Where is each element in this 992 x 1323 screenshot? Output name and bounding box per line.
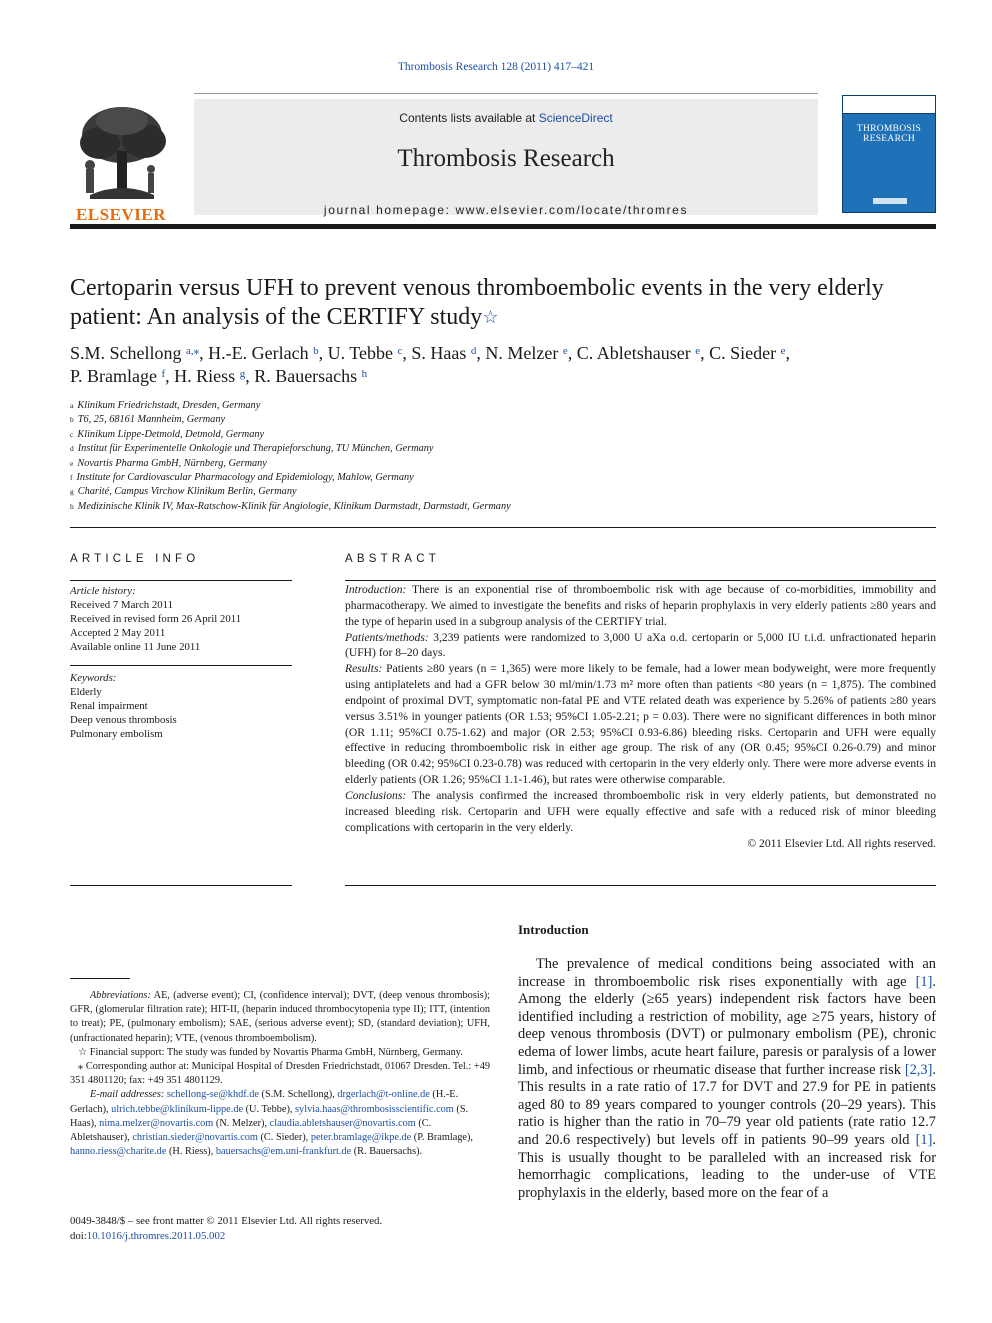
email-link[interactable]: schellong-se@khdf.de xyxy=(166,1089,259,1101)
email-link[interactable]: hanno.riess@charite.de xyxy=(70,1146,167,1158)
citation-link[interactable]: [1] xyxy=(915,1131,933,1148)
masthead xyxy=(70,93,936,224)
citation-link[interactable]: [1] xyxy=(915,973,933,990)
abstract-body xyxy=(345,582,936,851)
affiliations-divider xyxy=(70,527,936,528)
keywords xyxy=(70,671,292,741)
contents-prefix: Contents lists available at xyxy=(399,111,539,125)
keywords-label: Keywords: xyxy=(70,672,117,684)
abstract-results: Results: Patients ≥80 years (n = 1,365) were more likely to be female, had a lower mean bodyweight, were more frequently using antiplatelets and had a GFR below 30 ml/min/1.73 m² more often than patients <80 years (n = 1,875). The combined endpoint of proximal DVT, symptomatic non-fatal PE and VTE related death was experience by 5.26% of patients ≥80 years versus 3.51% in younger patients (OR 1.53; 95%CI 1.05-2.21; p = 0.03). There were no significant differences in both minor (OR 1.11; 95%CI 0.75-1.62) and major (OR 2.53; 95%CI 0.93-6.86) bleeding risks. Certoparin and UFH were equally effective in reducing thromboembolic risk in either age group. The risk of any (OR 0.45; 95%CI 0.26-0.79) and minor bleeding (OR 0.42; 95%CI 0.23-0.78) was reduced with certoparin in the very elderly only. There were more adverse events in elderly patients (OR 1.26; 95%CI 1.1-1.46), but rates were otherwise comparable. xyxy=(345,662,936,787)
corresponding-footnote: ⁎ Corresponding author at: Municipal Hospital of Dresden Friedrichstadt, 01067 Dresden. Tel.: +49 351 4801120; fax: +49 351 4801129. xyxy=(70,1061,490,1087)
introduction-paragraph: The prevalence of medical conditions being associated with an increase in thromboembolic risk rises exponentially with age [1]. Among the elderly (≥65 years) independent risk factors have been identified including a restriction of mobility, age ≥75 years, history of deep venous thrombosis (DVT) or pulmonary embolism (PE), chronic edema of lower limbs, acute heart failure, paresis or paralysis of a lower limb, and infectious or rheumatic disease that further increase risk [2,3]. This results in a rate ratio of 17.7 for DVT and 27.9 for PE in patients aged 80 to 89 years compared to younger controls (20–29 years). This ratio is higher than the ratio in 70–79 year old patients (rate ratio 12.7 and 20.6 respectively) but levels off in patients 90–99 years old [1]. This is usually thought to be paralleled with an increased risk for hemorrhagic complications, leading to the under-use of VTE prophylaxis in the elderly, based more on the fear of a xyxy=(518,956,936,1201)
affiliation-list xyxy=(70,399,936,514)
keyword: Pulmonary embolism xyxy=(70,728,163,740)
history-item: Received in revised form 26 April 2011 xyxy=(70,613,242,625)
citation-link[interactable]: [2,3] xyxy=(904,1061,933,1078)
journal-reference[interactable]: Thrombosis Research 128 (2011) 417–421 xyxy=(397,61,595,73)
author[interactable]: C. Abletshauser $^e$ xyxy=(576,343,701,363)
abbreviations-footnote: Abbreviations: AE, (adverse event); CI, (confidence interval); DVT, (deep venous thrombosis); GFR, (glomerular filtration rate); HIT-II, (heparin induced thrombocytopenia type II); ITT, (intention to treat); PE, (pulmonary embolism); SAE, (serious adverse event); SD, (standard deviation); UFH, (unfractionated heparin); VTE, (venous thromboembolism). xyxy=(70,990,490,1044)
elsevier-tree-logo[interactable] xyxy=(70,103,172,224)
elsevier-wordmark: ELSEVIER xyxy=(76,205,166,224)
author[interactable]: S.M. Schellong $^{a,⁎}$ xyxy=(70,343,200,363)
keywords-rule xyxy=(70,665,292,666)
funding-footnote: ☆ Financial support: The study was funded by Novartis Pharma GmbH, Nürnberg, Germany. xyxy=(78,1046,463,1058)
tree-icon xyxy=(70,103,172,203)
doi-link[interactable]: 10.1016/j.thromres.2011.05.002 xyxy=(86,1229,226,1242)
author-list: S.M. Schellong $^{a,⁎}$, H.-E. Gerlach $^b$, U. Tebbe $^c$, S. Haas $^d$, N. Melzer $^e$, C. Abletshauser $^e$, C. Sieder $^e$, P. Bramlage $^f$, H. Riess $^g$, R. Bauersachs $^h$ xyxy=(70,343,791,386)
history-item: Received 7 March 2011 xyxy=(70,599,174,611)
abstract-heading: ABSTRACT xyxy=(345,553,440,565)
issn-line: 0049-3848/$ – see front matter © 2011 Elsevier Ltd. All rights reserved. xyxy=(70,1215,383,1227)
history-item: Available online 11 June 2011 xyxy=(70,641,201,653)
author[interactable]: R. Bauersachs $^h$ xyxy=(254,366,368,386)
author[interactable]: N. Melzer $^e$ xyxy=(485,343,568,363)
email-link[interactable]: christian.sieder@novartis.com xyxy=(132,1132,258,1144)
abstract-rule xyxy=(345,580,936,581)
article-history xyxy=(70,584,292,654)
email-link[interactable]: drgerlach@t-online.de xyxy=(337,1089,430,1101)
email-link[interactable]: ulrich.tebbe@klinikum-lippe.de xyxy=(111,1103,244,1115)
affiliation: $^a$ Klinikum Friedrichstadt, Dresden, Germany xyxy=(70,400,261,411)
email-link[interactable]: nima.melzer@novartis.com xyxy=(99,1117,214,1129)
journal-homepage[interactable]: journal homepage: www.elsevier.com/locate/thromres xyxy=(323,203,689,217)
sciencedirect-link[interactable]: ScienceDirect xyxy=(538,111,613,125)
email-link[interactable]: claudia.abletshauser@novartis.com xyxy=(269,1117,416,1129)
history-label: Article history: xyxy=(70,585,136,597)
abstract-introduction: Introduction: There is an exponential rise of thromboembolic risk with age because of co-morbidities, immobility and pharmacotherapy. We aimed to investigate the benefits and risks of heparin prophylaxis in very elderly patients ≥80 years and the type of heparin used in a subgroup analysis of the CERTIFY trial. xyxy=(345,583,936,628)
affiliation: $^g$ Charité, Campus Virchow Klinikum Berlin, Germany xyxy=(70,486,297,498)
cover-footer-mark xyxy=(873,198,907,204)
affiliation: $^c$ Klinikum Lippe-Detmold, Detmold, Germany xyxy=(70,428,265,440)
masthead-divider xyxy=(70,224,936,229)
email-link[interactable]: bauersachs@em.uni-frankfurt.de xyxy=(215,1146,352,1158)
journal-cover-thumbnail[interactable] xyxy=(842,95,936,213)
affiliation: $^f$ Institute for Cardiovascular Pharmacology and Epidemiology, Mahlow, Germany xyxy=(70,472,414,484)
doi-line: doi:10.1016/j.thromres.2011.05.002 xyxy=(70,1229,226,1242)
author[interactable]: H. Riess $^g$ xyxy=(174,366,246,386)
footnote-rule xyxy=(70,978,130,979)
article-info-bottom-rule xyxy=(70,885,292,886)
article-info-rule xyxy=(70,580,292,581)
journal-banner xyxy=(194,93,818,217)
author[interactable]: C. Sieder $^e$ xyxy=(709,343,786,363)
keyword: Renal impairment xyxy=(70,700,148,712)
email-footnote: E-mail addresses: schellong-se@khdf.de (S.M. Schellong), drgerlach@t-online.de (H.-E. Gerlach), ulrich.tebbe@klinikum-lippe.de (U. Tebbe), sylvia.haas@thrombosisscientific.com (S. Haas), nima.melzer@novartis.com (N. Melzer), claudia.abletshauser@novartis.com (C. Abletshauser), christian.sieder@novartis.com (C. Sieder), peter.bramlage@ikpe.de (P. Bramlage), hanno.riess@charite.de (H. Riess), bauersachs@em.uni-frankfurt.de (R. Bauersachs). xyxy=(70,1089,474,1158)
email-link[interactable]: peter.bramlage@ikpe.de xyxy=(310,1132,412,1144)
keyword: Deep venous thrombosis xyxy=(70,714,177,726)
footnotes xyxy=(70,986,490,1159)
author[interactable]: S. Haas $^d$ xyxy=(411,343,477,363)
affiliation: $^d$ Institut für Experimentelle Onkologie und Therapieforschung, TU München, Germany xyxy=(70,443,434,455)
author[interactable]: P. Bramlage $^f$ xyxy=(70,366,166,386)
affiliation: $^e$ Novartis Pharma GmbH, Nürnberg, Germany xyxy=(70,457,267,469)
author[interactable]: U. Tebbe $^c$ xyxy=(327,343,403,363)
contents-line xyxy=(194,111,818,125)
abstract-copyright: © 2011 Elsevier Ltd. All rights reserved. xyxy=(747,836,936,850)
abstract-bottom-rule xyxy=(345,885,936,886)
email-link[interactable]: sylvia.haas@thrombosisscientific.com xyxy=(295,1103,454,1115)
abstract-conclusions: Conclusions: The analysis confirmed the increased thromboembolic risk in very elderly patients, but demonstrated no increased bleeding risk. Certoparin and UFH were equally effective and safe with a reduced risk of minor bleeding complications with certoparin in the very elderly. xyxy=(345,788,936,834)
author[interactable]: H.-E. Gerlach $^b$ xyxy=(208,343,319,363)
journal-name: Thrombosis Research xyxy=(397,145,615,172)
cover-title: THROMBOSIS RESEARCH xyxy=(856,124,922,144)
affiliation: $^b$ T6, 25, 68161 Mannheim, Germany xyxy=(70,414,226,426)
title-footnote-star-icon[interactable]: ☆ xyxy=(482,307,499,327)
article-title: Certoparin versus UFH to prevent venous thromboembolic events in the very elderly patient: An analysis of the CERTIFY study☆ xyxy=(70,275,884,330)
banner-background xyxy=(194,99,818,215)
introduction-heading: Introduction xyxy=(518,922,589,937)
affiliation: $^h$ Medizinische Klinik IV, Max-Ratschow-Klinik für Angiologie, Klinikum Darmstadt, Darmstadt, Germany xyxy=(70,500,511,512)
article-info-heading: ARTICLE INFO xyxy=(70,553,200,565)
keyword: Elderly xyxy=(70,686,102,698)
front-matter xyxy=(70,1214,490,1243)
cover-top-band xyxy=(843,96,935,114)
history-item: Accepted 2 May 2011 xyxy=(70,627,166,639)
abstract-methods: Patients/methods: 3,239 patients were randomized to 3,000 U aXa o.d. certoparin or 5,000 IU t.i.d. unfractionated heparin (UFH) for 8–20 days. xyxy=(345,630,936,660)
